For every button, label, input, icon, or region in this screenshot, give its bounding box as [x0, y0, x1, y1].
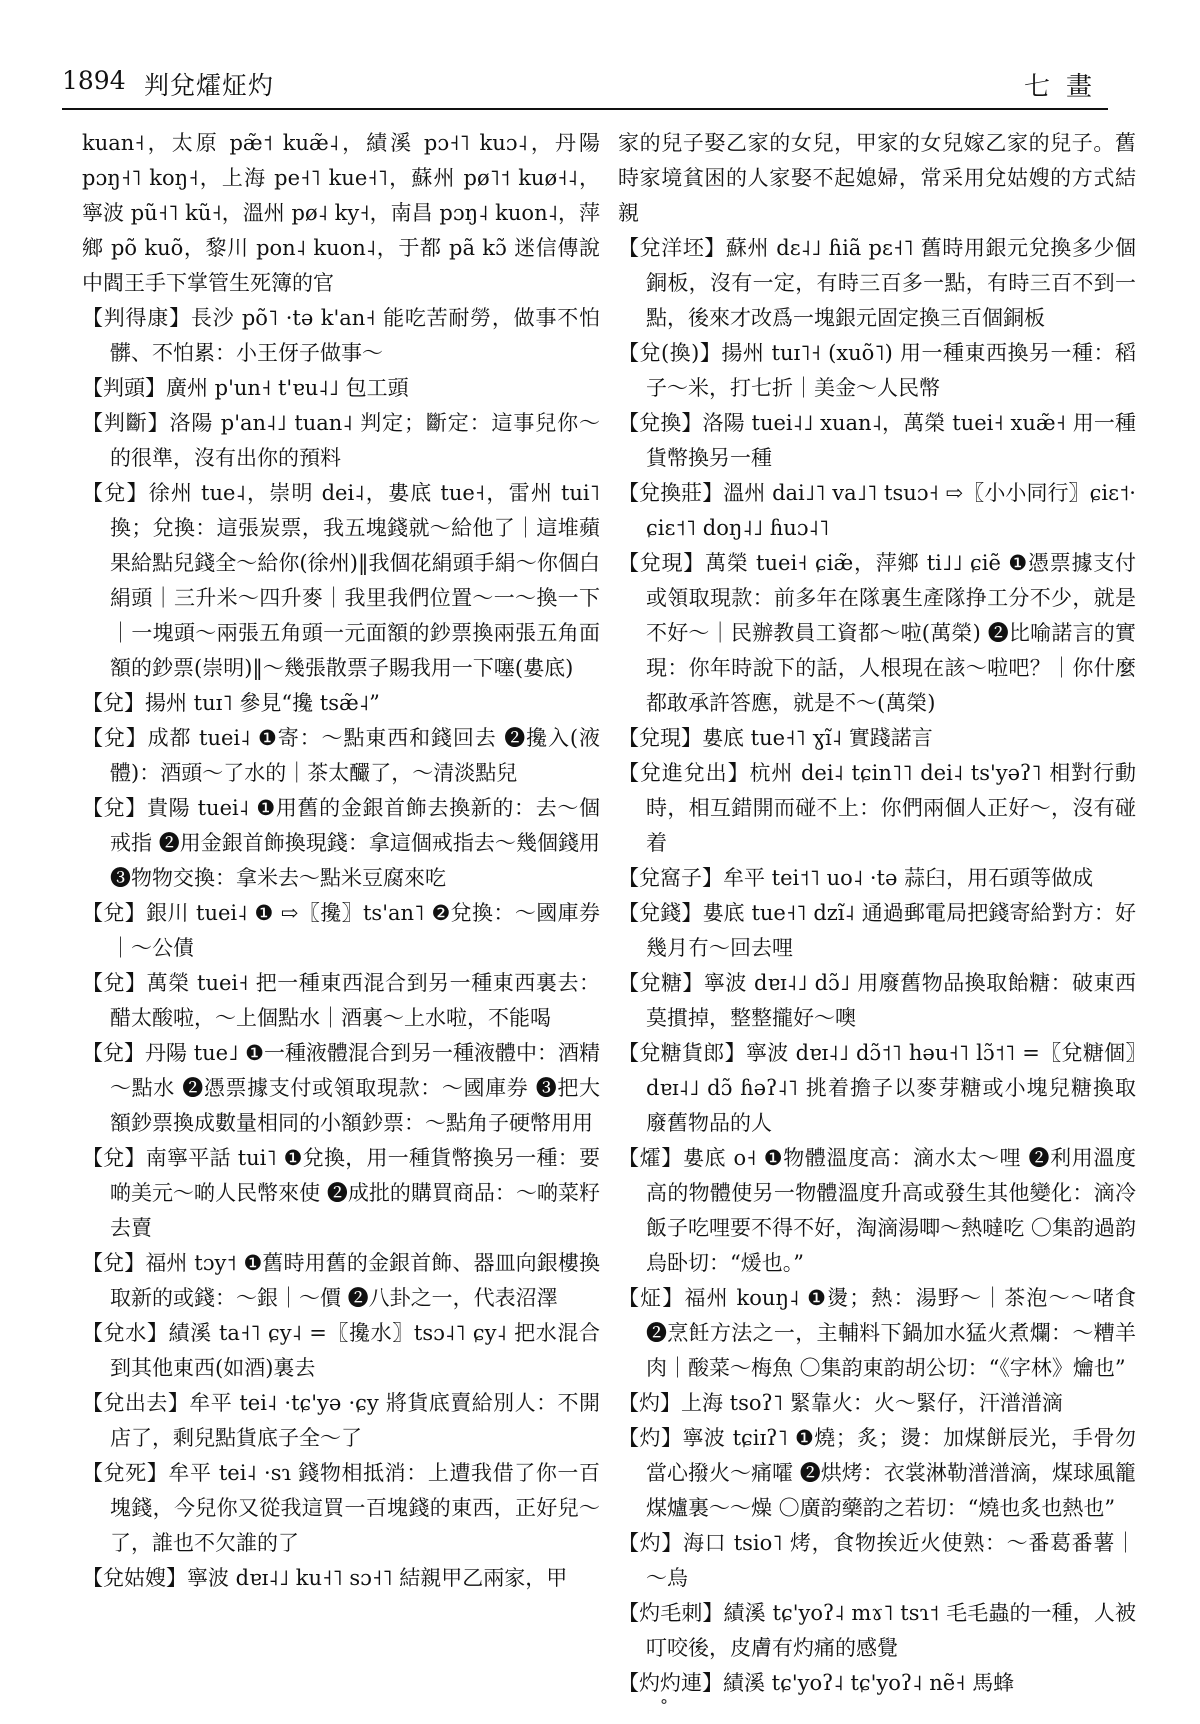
dictionary-entry [82, 1456, 600, 1561]
entry-definition: 福州 tɔy˦ ❶舊時用舊的金銀首飾、器皿向銀樓換取新的或錢：～銀｜～價 ❷八卦之一，代表沼澤 [110, 1251, 600, 1310]
entry-headword: 【兌窩子】 [618, 866, 723, 890]
entry-definition: 績溪 tɕ'yoʔ˨ tɕ'yoʔ˨ nẽ˧ 馬蜂 [723, 1671, 1015, 1695]
entry-headword: 【兌(換)】 [618, 341, 722, 365]
entry-headword: 【灼】 [618, 1391, 681, 1415]
entry-definition: 蘇州 dɛ˨˩ ɦiã pɛ˧˥ 舊時用銀元兌換多少個銅板，沒有一定，有時三百多一點，有時三百不到一點，後來才改爲一塊銀元固定換三百個銅板 [646, 236, 1136, 330]
entry-headword: 【兌】 [82, 726, 148, 750]
dictionary-entry [82, 721, 600, 791]
entry-definition: 長沙 põ˥ ·tə k'an˧ 能吃苦耐勞，做事不怕髒、不怕累：小王伢子做事～ [110, 306, 600, 365]
entry-definition: kuan˧，太原 pæ̃˦ kuæ̃˨，績溪 pɔ˧˥ kuɔ˨，丹陽 pɔŋ˧˥ koŋ˧，上海 pe˧˥ kue˧˥，蘇州 pø˥˦ kuø˧˨，寧波 pũ˧˥ kũ˧，溫州 pø˨ ky˧，南昌 pɔŋ˨ kuon˨，萍鄉 põ kuõ，黎川 pon˨ kuon˨，于都 pã kɔ̃ 迷信傳說中閻王手下掌管生死簿的官 [82, 131, 600, 295]
dictionary-entry [82, 1036, 600, 1141]
entry-headword: 【兌】 [82, 1251, 146, 1275]
entry-definition: 成都 tuei˨ ❶寄：～點東西和錢回去 ❷攙入(液體)：酒頭～了水的｜茶太釅了，～清淡點兒 [110, 726, 600, 785]
entry-definition: 南寧平話 tui˥ ❶兌換，用一種貨幣換另一種：要啲美元～啲人民幣來使 ❷成批的購買商品：～啲菜籽去賣 [110, 1146, 601, 1240]
dictionary-entry [82, 896, 600, 966]
entry-definition: 洛陽 p'an˨˩ tuan˨ 判定；斷定：這事兒你～的很準，沒有出你的預料 [110, 411, 600, 470]
entry-definition: 銀川 tuei˨ ❶ ⇨〖攙〗ts'an˥ ❷兌換：～國庫券｜～公債 [110, 901, 600, 960]
dictionary-entry [82, 791, 600, 896]
entry-definition: 寧波 dɐɪ˨˩ dɔ̃˩ 用廢舊物品換取飴糖：破東西莫摜掉，整整攏好～噢 [646, 971, 1137, 1030]
dictionary-entry [618, 966, 1136, 1036]
entry-headword: 【兌錢】 [618, 901, 703, 925]
entry-definition: 婁底 tue˧˥ ɣĩ˨ 實踐諾言 [702, 726, 933, 750]
dictionary-entry [618, 231, 1136, 336]
entry-headword: 【兌】 [82, 481, 149, 505]
entry-headword: 【兌】 [82, 901, 147, 925]
dictionary-entry [82, 301, 600, 371]
entry-headword: 【兌現】 [618, 726, 702, 750]
entry-headword: 【判得康】 [82, 306, 191, 330]
entry-definition: 貴陽 tuei˨ ❶用舊的金銀首飾去換新的：去～個戒指 ❷用金銀首飾換現錢：拿這個戒指去～幾個錢用 ❸物物交換：拿米去～點米豆腐來吃 [110, 796, 601, 890]
header-rule [62, 108, 1108, 110]
dictionary-entry [82, 406, 600, 476]
entry-definition: 寧波 tɕiɪʔ˥ ❶燒；炙；燙：加煤餅辰光，手骨勿當心撥火～痛嚯 ❷烘烤：衣裳淋勒潽潽滴，煤球風籠煤爐裏～～燥 〇廣韵藥韵之若切：“燒也炙也熱也” [646, 1426, 1136, 1520]
dictionary-entry [618, 406, 1136, 476]
entry-headword: 【炡】 [618, 1286, 685, 1310]
entry-definition: 績溪 tɕ'yoʔ˨ mɤ˥ tsɿ˦ 毛毛蟲的一種，人被叮咬後，皮膚有灼痛的感覺 [646, 1601, 1136, 1660]
entry-definition: 萬榮 tuei˧ ɕiæ̃，萍鄉 ti˩˩ ɕiẽ ❶憑票據支付或領取現款：前多年在隊裏生產隊挣工分不少，就是不好～｜民辦教員工資都～啦(萬榮) ❷比喻諾言的實現：你年時說下的話，人根現在該～啦吧？｜你什麼都敢承許答應，就是不～(萬榮) [646, 551, 1137, 715]
dictionary-entry [618, 1386, 1136, 1421]
entry-definition: 揚州 tuɪ˥ 參見“攙 tsæ̃˨” [145, 691, 380, 715]
dictionary-entry [618, 721, 1136, 756]
entry-definition: 揚州 tuɪ˥˧ (xuõ˥) 用一種東西換另一種：稻子～米，打七折｜美金～人民幣 [646, 341, 1137, 400]
dictionary-entry [618, 1666, 1136, 1701]
dictionary-entry [82, 371, 600, 406]
dictionary-entry [618, 546, 1136, 721]
entry-headword: 【兌】 [82, 1146, 146, 1170]
entry-headword: 【兌出去】 [82, 1391, 190, 1415]
dictionary-entry [82, 1561, 600, 1596]
entry-definition: 寧波 dɐɪ˨˩ ku˧˥ sɔ˧˥ 結親甲乙兩家，甲 [187, 1566, 568, 1590]
entry-definition: 洛陽 tuei˨˩ xuan˨，萬榮 tuei˧ xuæ̃˧ 用一種貨幣換另一種 [646, 411, 1136, 470]
entry-definition: 徐州 tue˨，崇明 dei˨，婁底 tue˧，雷州 tui˥ 換；兌換：這張炭票，我五塊錢就～給他了｜這堆蘋果給點兒錢全～給你(徐州)‖我個花絹頭手絹～你個白絹頭｜三升米～四升麥｜我里我們位置～一～換一下｜一塊頭～兩張五角頭一元面額的鈔票換兩張五角面額的鈔票(崇明)‖～幾張散票子賜我用一下噻(婁底) [110, 481, 600, 680]
dictionary-entry [618, 1596, 1136, 1666]
entry-headword: 【兌換莊】 [618, 481, 724, 505]
entry-definition: 牟平 tei˨ ·tɕ'yə ·ɕy 將貨底賣給別人：不開店了，剩兒點貨底子全～了 [110, 1391, 600, 1450]
entry-headword: 【兌】 [82, 796, 147, 820]
entry-headword: 【兌糖】 [618, 971, 704, 995]
dictionary-entry [82, 686, 600, 721]
dictionary-entry [618, 756, 1136, 861]
entry-definition: 廣州 p'un˧ t'ɐu˨˩ 包工頭 [166, 376, 409, 400]
dictionary-entry [618, 1036, 1136, 1141]
entry-headword: 【㸌】 [618, 1146, 683, 1170]
dictionary-entry [618, 861, 1136, 896]
entry-definition: 丹陽 tue˩ ❶一種液體混合到另一種液體中：酒精～點水 ❷憑票據支付或領取現款：～國庫券 ❸把大額鈔票換成數量相同的小額鈔票：～點角子硬幣用用 [110, 1041, 600, 1135]
dictionary-entry [618, 336, 1136, 406]
entry-headword: 【灼】 [618, 1531, 684, 1555]
entry-headword: 【兌換】 [618, 411, 703, 435]
entry-headword: 【判頭】 [82, 376, 166, 400]
entry-headword: 【兌水】 [82, 1321, 169, 1345]
dictionary-entry [618, 1281, 1136, 1386]
entry-definition: 家的兒子娶乙家的女兒，甲家的女兒嫁乙家的兒子。舊時家境貧困的人家娶不起媳婦，常采用兌姑嫂的方式結親 [618, 131, 1136, 225]
entry-definition: 萬榮 tuei˧ 把一種東西混合到另一種東西裏去：醋太酸啦，～上個點水｜酒裏～上水啦，不能喝 [110, 971, 600, 1030]
dictionary-entry [82, 966, 600, 1036]
continued-entry [82, 126, 600, 301]
entry-headword: 【兌死】 [82, 1461, 169, 1485]
entry-definition: 婁底 tue˧˥ dzĩ˨ 通過郵電局把錢寄給對方：好幾月冇～回去哩 [646, 901, 1136, 960]
entry-definition: 福州 kouŋ˨ ❶燙；熱：湯野～｜茶泡～～啫食 ❷烹飪方法之一，主輔料下鍋加水猛火煮爛：～糟羊肉｜酸菜～梅魚 〇集韵東韵胡公切：“《字林》爚也” [646, 1286, 1136, 1380]
entry-definition: 海口 tsio˥ 烤，食物挨近火使熟：～番葛番薯｜～烏 [646, 1531, 1137, 1590]
entry-headword: 【判斷】 [82, 411, 170, 435]
dictionary-entry [82, 1141, 600, 1246]
entry-headword: 【灼】 [618, 1426, 683, 1450]
entry-headword: 【兌】 [82, 1041, 146, 1065]
dictionary-entry [82, 1246, 600, 1316]
entry-definition: 溫州 dai˩˥ va˩˥ tsuɔ˧ ⇨〖小小同行〗ɕiɛ˦· ɕiɛ˦˥ doŋ˨˩ ɦuɔ˨˥ [646, 481, 1136, 540]
entry-headword: 【兌現】 [618, 551, 706, 575]
right-column [618, 126, 1136, 1701]
entry-definition: 杭州 dei˨ tɕin˥˥ dei˨ ts'yəʔ˥ 相對行動時，相互錯開而碰不上：你們兩個人正好～，沒有碰着 [646, 761, 1137, 855]
entry-definition: 婁底 o˧ ❶物體溫度高：滴水太～哩 ❷利用溫度高的物體使另一物體溫度升高或發生其他變化：滴冷飯子吃哩要不得不好，淘滴湯唧～熱噠吃 〇集韵過韵烏卧切：“煖也。” [646, 1146, 1137, 1275]
entry-headword: 【灼毛刺】 [618, 1601, 724, 1625]
continued-entry [618, 126, 1136, 231]
entry-headword: 【兌姑嫂】 [82, 1566, 187, 1590]
entry-definition: 績溪 ta˧˥ ɕy˨ =〖攙水〗tsɔ˨˥ ɕy˨ 把水混合到其他東西(如酒)裏去 [110, 1321, 601, 1380]
dictionary-entry [618, 476, 1136, 546]
page-number: 1894 [62, 66, 126, 95]
entry-headword: 【灼灼連】 [618, 1671, 723, 1695]
entry-headword: 【兌進兌出】 [618, 761, 750, 785]
dictionary-entry [618, 1141, 1136, 1281]
dictionary-entry [618, 1526, 1136, 1596]
entry-headword: 【兌】 [82, 691, 145, 715]
left-column [82, 126, 600, 1596]
entry-definition: 上海 tsoʔ˥ 緊靠火：火～緊仔，汗潽潽滴 [681, 1391, 1063, 1415]
page-header [62, 62, 1108, 102]
entry-definition: 牟平 tei˦˥ uo˨ ·tə 蒜臼，用石頭等做成 [723, 866, 1094, 890]
dictionary-entry [82, 476, 600, 686]
dictionary-entry [618, 1421, 1136, 1526]
page-mark: ° [660, 1696, 668, 1715]
entry-headword: 【兌糖貨郎】 [618, 1041, 746, 1065]
dictionary-entry [618, 896, 1136, 966]
entry-definition: 牟平 tei˨ ·sɿ 錢物相抵消：上遭我借了你一百塊錢，今兒你又從我這買一百塊錢的東西，正好兒～了，誰也不欠誰的了 [110, 1461, 601, 1555]
dictionary-entry [82, 1386, 600, 1456]
guide-characters: 判兌㸌炡灼 [144, 71, 275, 100]
entry-definition: 寧波 dɐɪ˨˩ dɔ̃˦˥ həu˧˥ lɔ̃˦˥ =〖兌糖個〗dɐɪ˨˩ dɔ̃ ɦəʔ˨˥ 挑着擔子以麥芽糖或小塊兒糖換取廢舊物品的人 [646, 1041, 1137, 1135]
entry-headword: 【兌洋坯】 [618, 236, 726, 260]
dictionary-entry [82, 1316, 600, 1386]
entry-headword: 【兌】 [82, 971, 147, 995]
section-heading: 七畫 [1023, 72, 1108, 102]
